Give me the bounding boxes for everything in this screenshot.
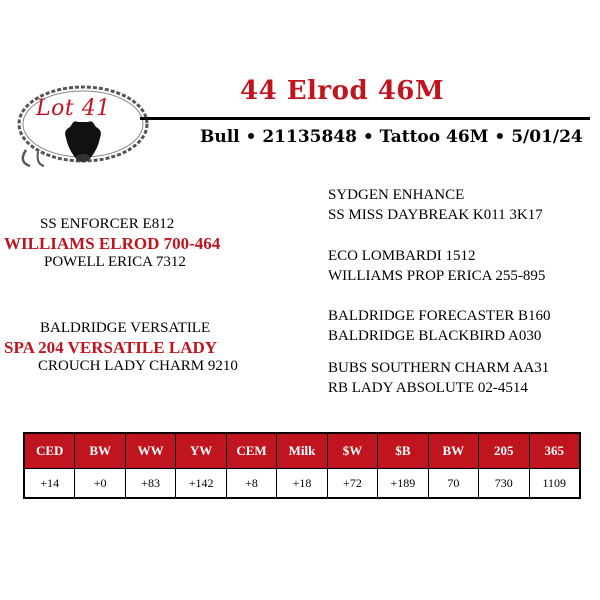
sire-sire: SS ENFORCER E812 — [40, 216, 175, 232]
dam-dam: CROUCH LADY CHARM 9210 — [38, 358, 238, 374]
epd-header: CEM — [226, 434, 276, 469]
epd-header: CED — [25, 434, 75, 469]
gg-dam-3: BALDRIDGE BLACKBIRD A030 — [328, 328, 542, 344]
epd-value: +14 — [25, 469, 75, 498]
epd-header: BW — [428, 434, 478, 469]
epd-table — [23, 432, 581, 499]
epd-value: +189 — [378, 469, 428, 498]
epd-header: 205 — [479, 434, 529, 469]
gg-sire-4: BUBS SOUTHERN CHARM AA31 — [328, 360, 550, 376]
animal-subtitle: Bull • 21135848 • Tattoo 46M • 5/01/24 — [200, 127, 583, 147]
gg-dam-4: RB LADY ABSOLUTE 02-4514 — [328, 380, 528, 396]
epd-header: $B — [378, 434, 428, 469]
epd-value: +72 — [327, 469, 377, 498]
epd-value: 70 — [428, 469, 478, 498]
epd-value: +142 — [176, 469, 226, 498]
sire-dam: POWELL ERICA 7312 — [44, 254, 186, 270]
epd-header: 365 — [529, 434, 579, 469]
epd-value: +83 — [125, 469, 175, 498]
lot-label: Lot 41 — [36, 96, 111, 121]
epd-header: WW — [125, 434, 175, 469]
gg-sire-3: BALDRIDGE FORECASTER B160 — [328, 308, 551, 324]
lot-logo — [8, 80, 158, 170]
epd-value: 1109 — [529, 469, 579, 498]
epd-value: +0 — [75, 469, 125, 498]
epd-header: Milk — [277, 434, 327, 469]
gg-sire-2: ECO LOMBARDI 1512 — [328, 248, 476, 264]
gg-dam-2: WILLIAMS PROP ERICA 255-895 — [328, 268, 546, 284]
epd-value: +18 — [277, 469, 327, 498]
dam: SPA 204 VERSATILE LADY — [4, 338, 218, 357]
epd-value-row — [25, 469, 580, 498]
title-rule — [140, 117, 590, 120]
gg-dam-1: SS MISS DAYBREAK K011 3K17 — [328, 207, 543, 223]
gg-sire-1: SYDGEN ENHANCE — [328, 187, 465, 203]
sire: WILLIAMS ELROD 700-464 — [4, 234, 221, 253]
epd-header: YW — [176, 434, 226, 469]
dam-sire: BALDRIDGE VERSATILE — [40, 320, 211, 336]
epd-value: 730 — [479, 469, 529, 498]
epd-header: $W — [327, 434, 377, 469]
epd-header-row — [25, 434, 580, 469]
epd-value: +8 — [226, 469, 276, 498]
page-title: 44 Elrod 46M — [240, 76, 445, 106]
epd-header: BW — [75, 434, 125, 469]
